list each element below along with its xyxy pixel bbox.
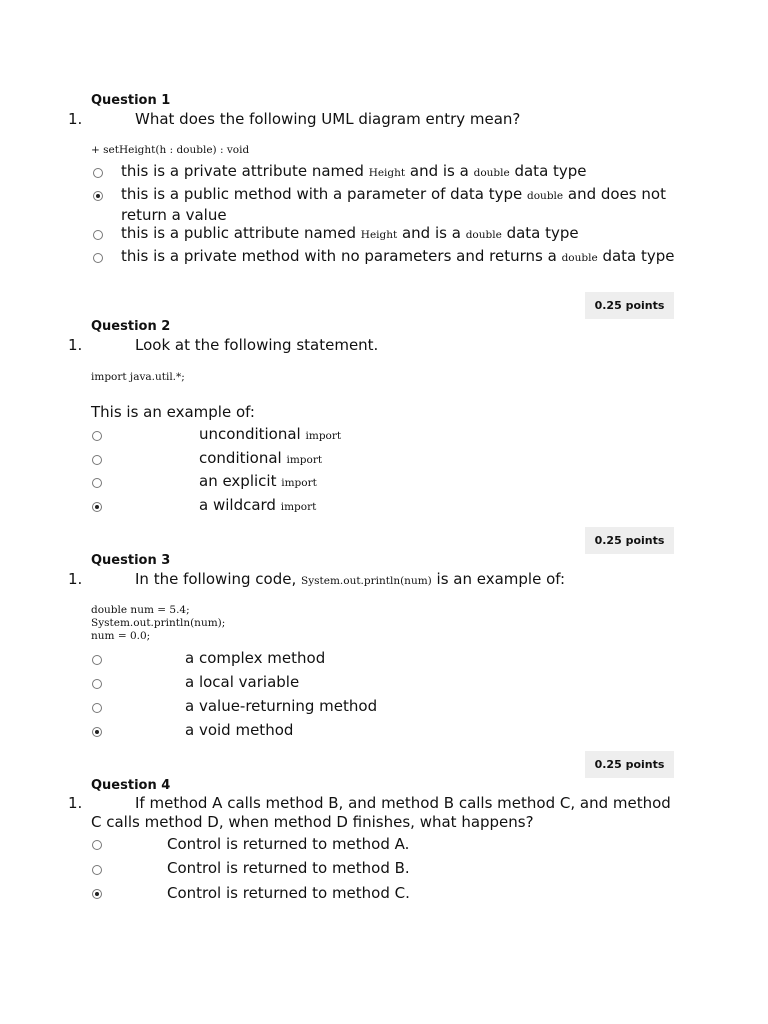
question-2-option-4-label (199, 496, 316, 514)
question-4-text: If method A calls method B, and method B calls method C, and method C calls method D, when method D finishes, what happens? (91, 794, 671, 831)
option-code: import (286, 454, 323, 466)
option-text: data type (597, 247, 675, 265)
question-1-code: + setHeight(h : double) : void (91, 144, 250, 156)
option-text: and is a (397, 224, 466, 242)
question-2-option-3-radio[interactable] (92, 478, 102, 488)
question-4-option-3-radio[interactable] (92, 889, 102, 899)
question-2-option-2-radio[interactable] (92, 455, 102, 465)
question-2-option-1-label (199, 425, 341, 443)
question-3-option-1-radio[interactable] (92, 655, 102, 665)
question-2-option-3-label (199, 472, 317, 490)
question-3-title: Question 3 (91, 553, 171, 568)
question-3-points-badge: 0.25 points (585, 751, 674, 778)
option-code: double (473, 167, 510, 179)
option-code: double (561, 252, 598, 264)
question-2-option-2-label (199, 449, 322, 467)
option-code: import (280, 501, 317, 513)
question-1-option-4-radio[interactable] (93, 253, 103, 263)
question-3-option-1-label: a complex method (185, 649, 326, 667)
question-4-title: Question 4 (91, 778, 171, 793)
question-4-number: 1. (68, 794, 83, 812)
question-1-points-badge: 0.25 points (585, 292, 674, 319)
question-1-number: 1. (68, 110, 83, 128)
option-text: and is a (405, 162, 474, 180)
option-text: and does not return a value (121, 185, 666, 224)
option-code: Height (368, 167, 406, 179)
option-text: conditional (199, 449, 287, 467)
question-1-option-4-label (121, 247, 681, 268)
option-code: import (281, 477, 317, 489)
option-text: this is a public attribute named (121, 224, 361, 242)
question-4-option-1-label: Control is returned to method A. (167, 835, 410, 853)
option-code: import (305, 430, 342, 442)
option-text: this is a private attribute named (121, 162, 369, 180)
question-1-option-1-radio[interactable] (93, 168, 103, 178)
question-3-option-2-label: a local variable (185, 673, 300, 691)
question-2-option-4-radio[interactable] (92, 502, 102, 512)
question-2-code: import java.util.*; (91, 371, 185, 383)
question-3-option-4-label: a void method (185, 721, 294, 739)
question-2-option-1-radio[interactable] (92, 431, 102, 441)
question-text: is an example of: (431, 570, 566, 588)
question-code: System.out.println(num) (301, 575, 432, 587)
question-1-title: Question 1 (91, 93, 171, 108)
question-1-option-3-label (121, 224, 579, 242)
question-3-code: double num = 5.4; System.out.println(num); num = 0.0; (91, 604, 226, 642)
question-2-points-badge: 0.25 points (585, 527, 674, 554)
question-3-option-4-radio[interactable] (92, 727, 102, 737)
question-2-title: Question 2 (91, 319, 171, 334)
question-1-option-2-label (121, 185, 681, 225)
option-code: Height (360, 229, 398, 241)
question-text: In the following code, (135, 570, 301, 588)
question-4-option-3-label: Control is returned to method C. (167, 884, 410, 902)
option-text: data type (501, 224, 579, 242)
question-3-option-3-radio[interactable] (92, 703, 102, 713)
question-1-text: What does the following UML diagram entry mean? (135, 110, 521, 128)
question-1-option-2-radio[interactable] (93, 191, 103, 201)
question-3-option-3-label: a value-returning method (185, 697, 378, 715)
option-text: unconditional (199, 425, 306, 443)
question-2-prompt: This is an example of: (91, 403, 255, 421)
question-2-text: Look at the following statement. (135, 336, 379, 354)
question-3-text (135, 570, 565, 588)
question-3-number: 1. (68, 570, 83, 588)
question-4-option-1-radio[interactable] (92, 840, 102, 850)
option-text: a wildcard (199, 496, 281, 514)
question-2-number: 1. (68, 336, 83, 354)
option-code: double (465, 229, 502, 241)
question-4-option-2-radio[interactable] (92, 865, 102, 875)
question-4-option-2-label: Control is returned to method B. (167, 859, 410, 877)
option-text: data type (509, 162, 587, 180)
option-text: this is a private method with no parameters and returns a (121, 247, 562, 265)
question-1-option-3-radio[interactable] (93, 230, 103, 240)
option-text: an explicit (199, 472, 282, 490)
question-1-option-1-label (121, 162, 587, 180)
option-text: this is a public method with a parameter of data type (121, 185, 528, 203)
question-3-option-2-radio[interactable] (92, 679, 102, 689)
option-code: double (527, 190, 564, 202)
